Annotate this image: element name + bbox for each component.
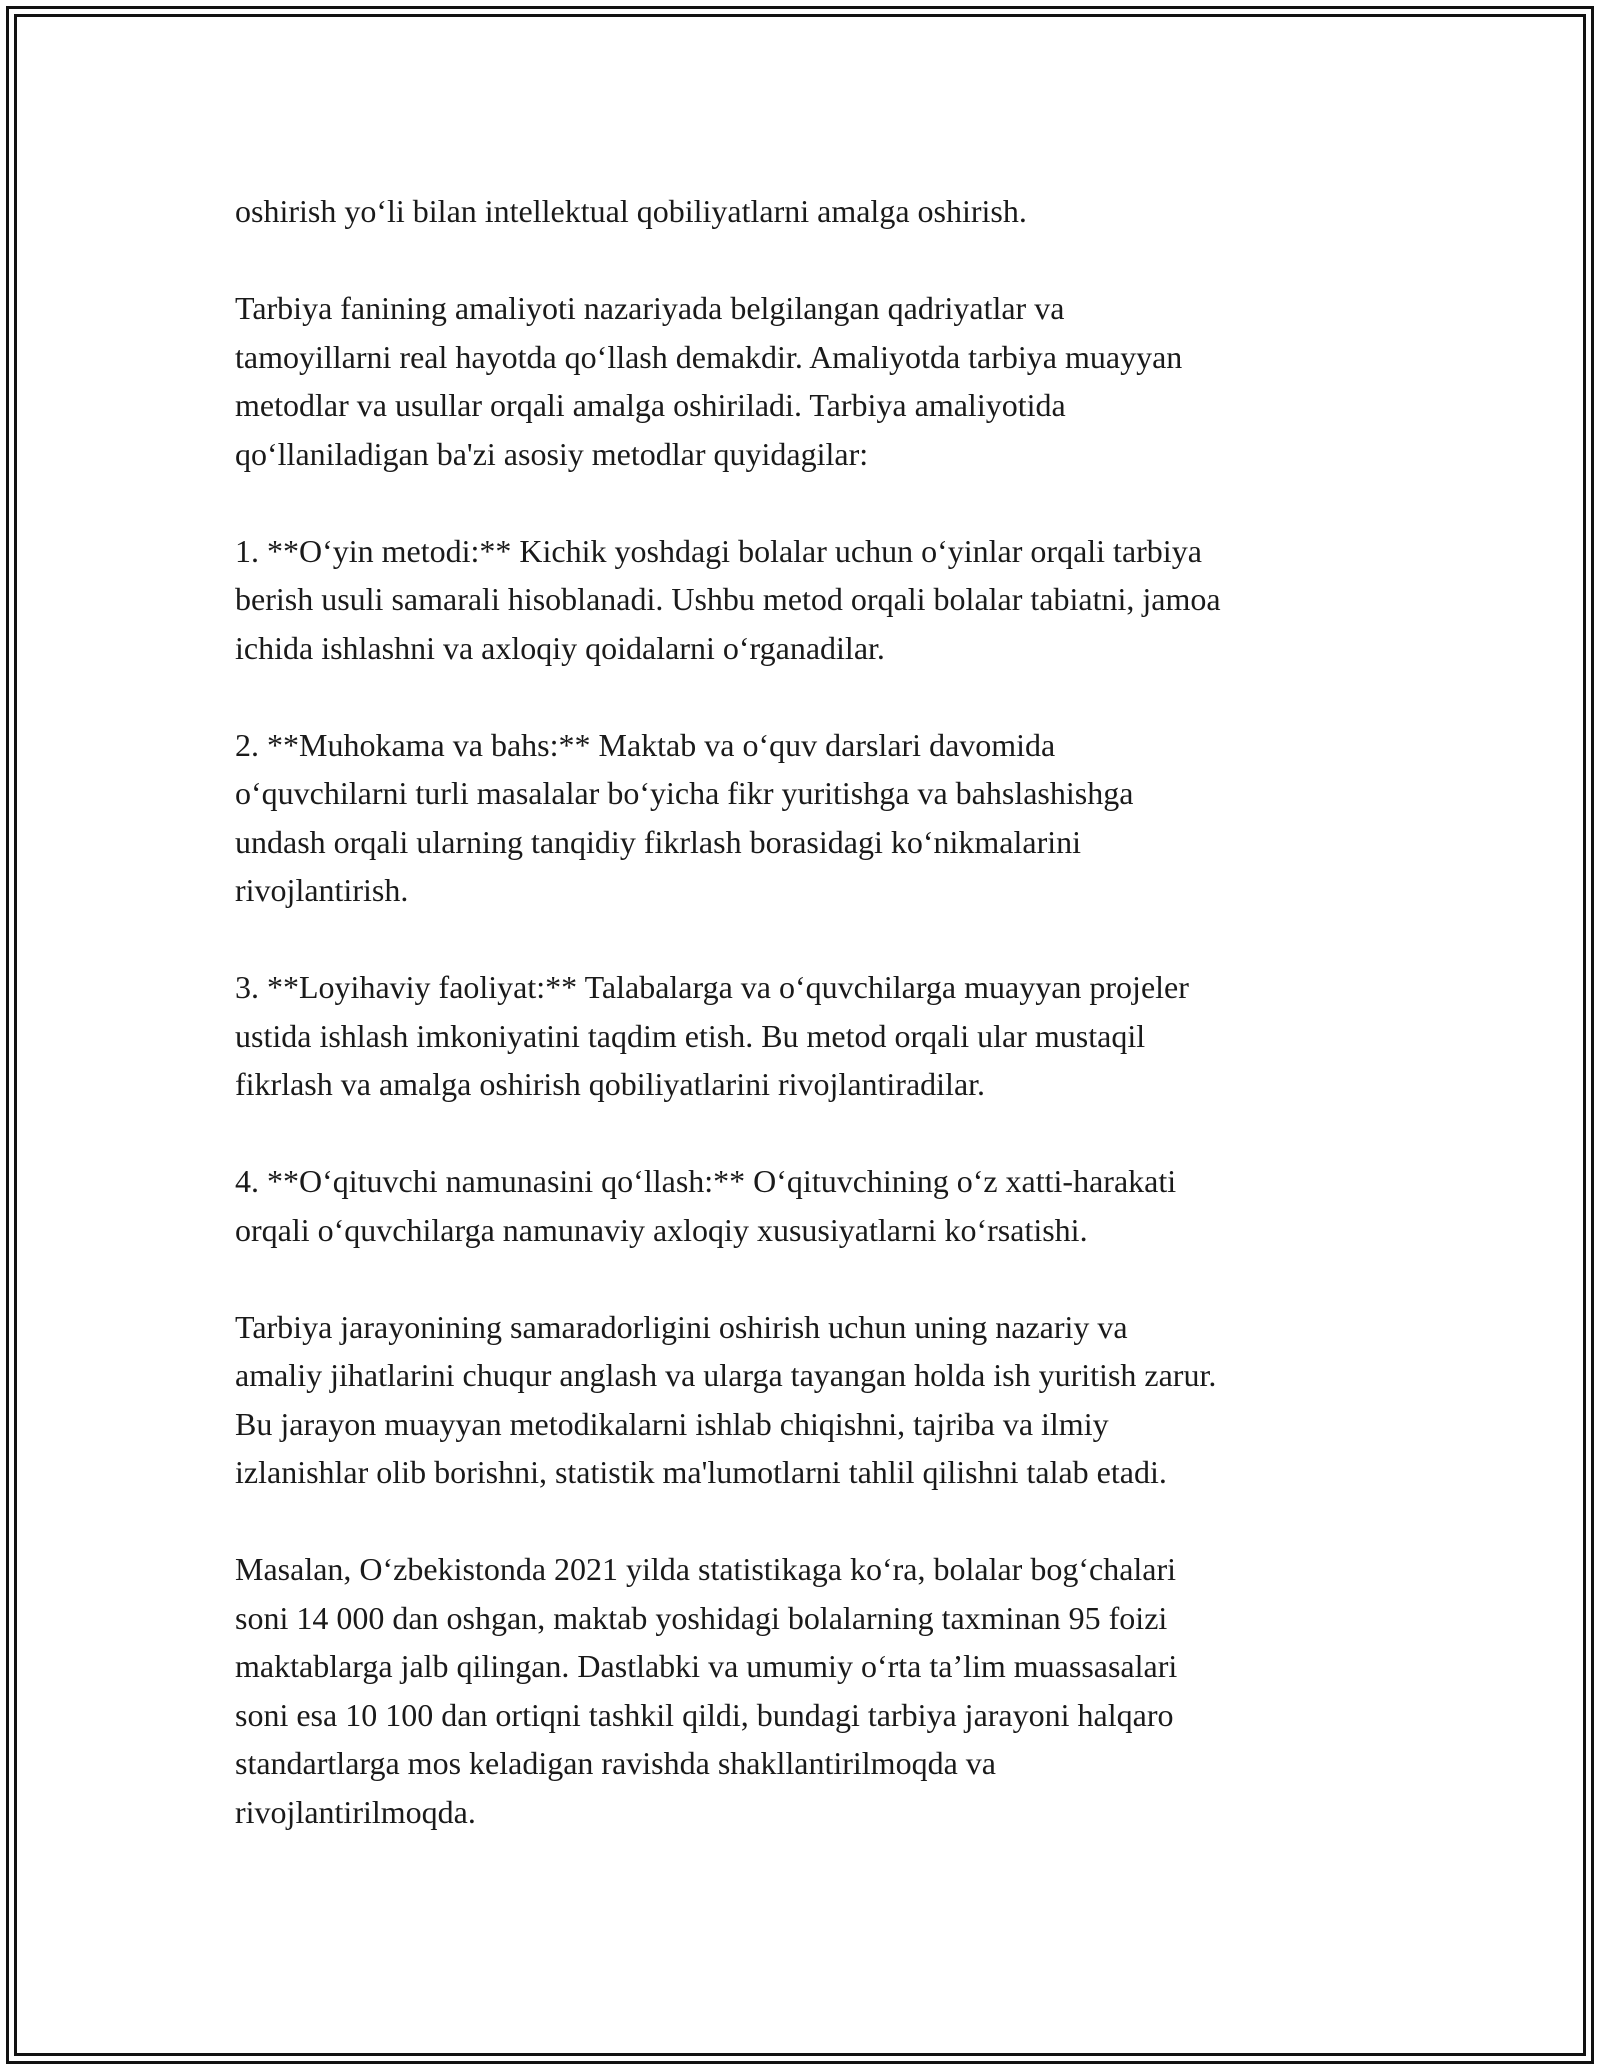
paragraph-effectiveness: Tarbiya jarayonining samaradorligini oshirish uchun uning nazariy va amaliy jihatlarini chuqur anglash va ularga tayangan holda ish yuritish zarur. Bu jarayon muayyan metodikalarni ishlab chiqishni, tajriba va ilmiy izlanishlar olib borishni, statistik ma'lumotlarni tahlil qilishni talab etadi.	[235, 1308, 1217, 1490]
paragraph-statistics: Masalan, O‘zbekistonda 2021 yilda statistikaga ko‘ra, bolalar bog‘chalari soni 14 000 dan oshgan, maktab yoshidagi bolalarning taxminan 95 foizi maktablarga jalb qilingan. Dastlabki va umumiy o‘rta ta’lim muassasalari soni esa 10 100 dan ortiqni tashkil qildi, bundagi tarbiya jarayoni halqaro standartlarga mos keladigan ravishda shakllantirilmoqda va rivojlantirilmoqda.	[235, 1551, 1178, 1830]
list-item-game-method: 1. **O‘yin metodi:** Kichik yoshdagi bolalar uchun o‘yinlar orqali tarbiya berish usuli samarali hisoblanadi. Ushbu metod orqali bolalar tabiatni, jamoa ichida ishlashni va axloqiy qoidalarni o‘rganadilar.	[235, 532, 1221, 666]
list-item-project-activity: 3. **Loyihaviy faoliyat:** Talabalarga va o‘quvchilarga muayyan projeler ustida ishlash imkoniyatini taqdim etish. Bu metod orqali ular mustaqil fikrlash va amalga oshirish qobiliyatlarini rivojlantiradilar.	[235, 969, 1189, 1102]
document-body	[235, 187, 1375, 1836]
list-item-teacher-example: 4. **O‘qituvchi namunasini qo‘llash:** O‘qituvchining o‘z xatti-harakati orqali o‘quvchilarga namunaviy axloqiy xususiyatlarni ko‘rsatishi.	[235, 1163, 1177, 1248]
list-item-discussion: 2. **Muhokama va bahs:** Maktab va o‘quv darslari davomida o‘quvchilarni turli masalalar bo‘yicha fikr yuritishga va bahslashishga undash orqali ularning tanqidiy fikrlash borasidagi ko‘nikmalarini rivojlantirish.	[235, 726, 1134, 908]
paragraph-continuation: oshirish yo‘li bilan intellektual qobiliyatlarni amalga oshirish.	[235, 193, 1027, 229]
paragraph-practice-intro: Tarbiya fanining amaliyoti nazariyada belgilangan qadriyatlar va tamoyillarni real hayotda qo‘llash demakdir. Amaliyotda tarbiya muayyan metodlar va usullar orqali amalga oshiriladi. Tarbiya amaliyotida qo‘llaniladigan ba'zi asosiy metodlar quyidagilar:	[235, 290, 1183, 472]
